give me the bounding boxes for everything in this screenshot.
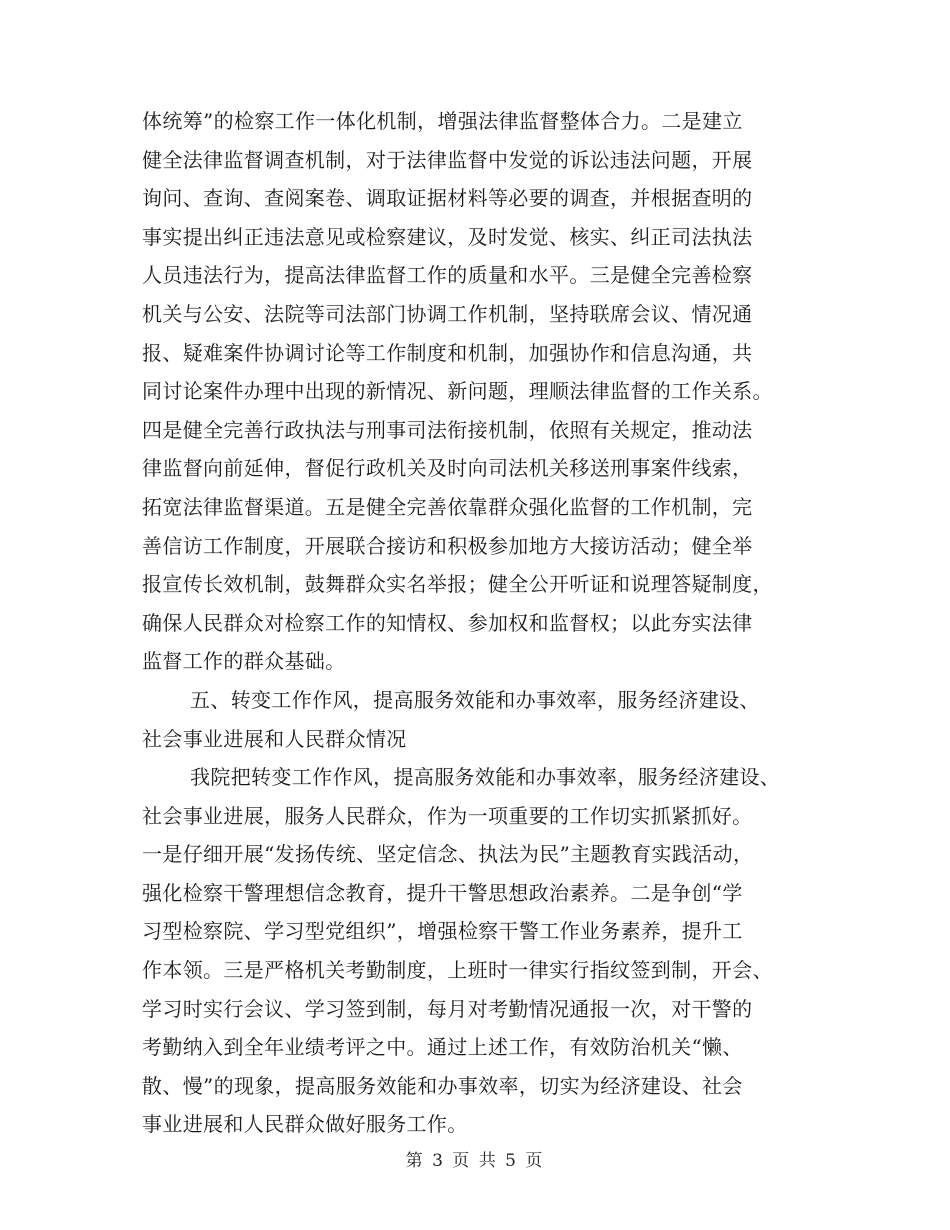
text-line: 社会事业进展，服务人民群众，作为一项重要的工作切实抓紧抓好。: [142, 803, 753, 828]
text-line: 强化检察干警理想信念教育，提升干警思想政治素养。二是争创“学: [142, 880, 743, 905]
text-line: 四是健全完善行政执法与刑事司法衔接机制，依照有关规定，推动法: [142, 417, 753, 442]
text-line: 确保人民群众对检察工作的知情权、参加权和监督权；以此夯实法律: [142, 610, 753, 635]
text-line: 同讨论案件办理中出现的新情况、新问题，理顺法律监督的工作关系。: [142, 379, 773, 404]
text-line: 考勤纳入到全年业绩考评之中。通过上述工作，有效防治机关“懒、: [142, 1035, 743, 1060]
text-line: 监督工作的群众基础。: [142, 649, 346, 674]
section-heading-continued: 社会事业进展和人民群众情况: [142, 726, 407, 751]
text-line: 询问、查询、查阅案卷、调取证据材料等必要的调查，并根据查明的: [142, 186, 753, 211]
section-heading: 五、转变工作作风，提高服务效能和办事效率，服务经济建设、: [190, 687, 760, 712]
text-line: 学习时实行会议、学习签到制，每月对考勤情况通报一次，对干警的: [142, 996, 753, 1021]
text-line: 一是仔细开展“发扬传统、坚定信念、执法为民”主题教育实践活动，: [142, 842, 754, 867]
text-line: 报、疑难案件协调讨论等工作制度和机制，加强协作和信息沟通，共: [142, 340, 753, 365]
text-line: 机关与公安、法院等司法部门协调工作机制，坚持联席会议、情况通: [142, 301, 753, 326]
text-line: 报宣传长效机制，鼓舞群众实名举报；健全公开听证和说理答疑制度，: [142, 572, 773, 597]
text-line: 律监督向前延伸，督促行政机关及时向司法机关移送刑事案件线索，: [142, 456, 753, 481]
text-line: 拓宽法律监督渠道。五是健全完善依靠群众强化监督的工作机制，完: [142, 494, 753, 519]
text-line: 体统筹”的检察工作一体化机制，增强法律监督整体合力。二是建立: [142, 109, 743, 133]
text-line: 习型检察院、学习型党组织”，增强检察干警工作业务素养，提升工: [142, 919, 743, 944]
body-text: [142, 102, 822, 1144]
text-line: 健全法律监督调查机制，对于法律监督中发觉的诉讼违法问题，开展: [142, 147, 753, 172]
text-line: 作本领。三是严格机关考勤制度，上班时一律实行指纹签到制，开会、: [142, 958, 773, 983]
text-line: 人员违法行为，提高法律监督工作的质量和水平。三是健全完善检察: [142, 263, 753, 288]
text-line: 我院把转变工作作风，提高服务效能和办事效率，服务经济建设、: [190, 765, 781, 790]
text-line: 事业进展和人民群众做好服务工作。: [142, 1112, 468, 1137]
text-line: 善信访工作制度，开展联合接访和积极参加地方大接访活动；健全举: [142, 533, 753, 558]
text-line: 事实提出纠正违法意见或检察建议，及时发觉、核实、纠正司法执法: [142, 224, 753, 249]
text-line: 散、慢”的现象，提高服务效能和办事效率，切实为经济建设、社会: [142, 1073, 743, 1098]
page-number-footer: 第 3 页 共 5 页: [405, 1151, 545, 1171]
